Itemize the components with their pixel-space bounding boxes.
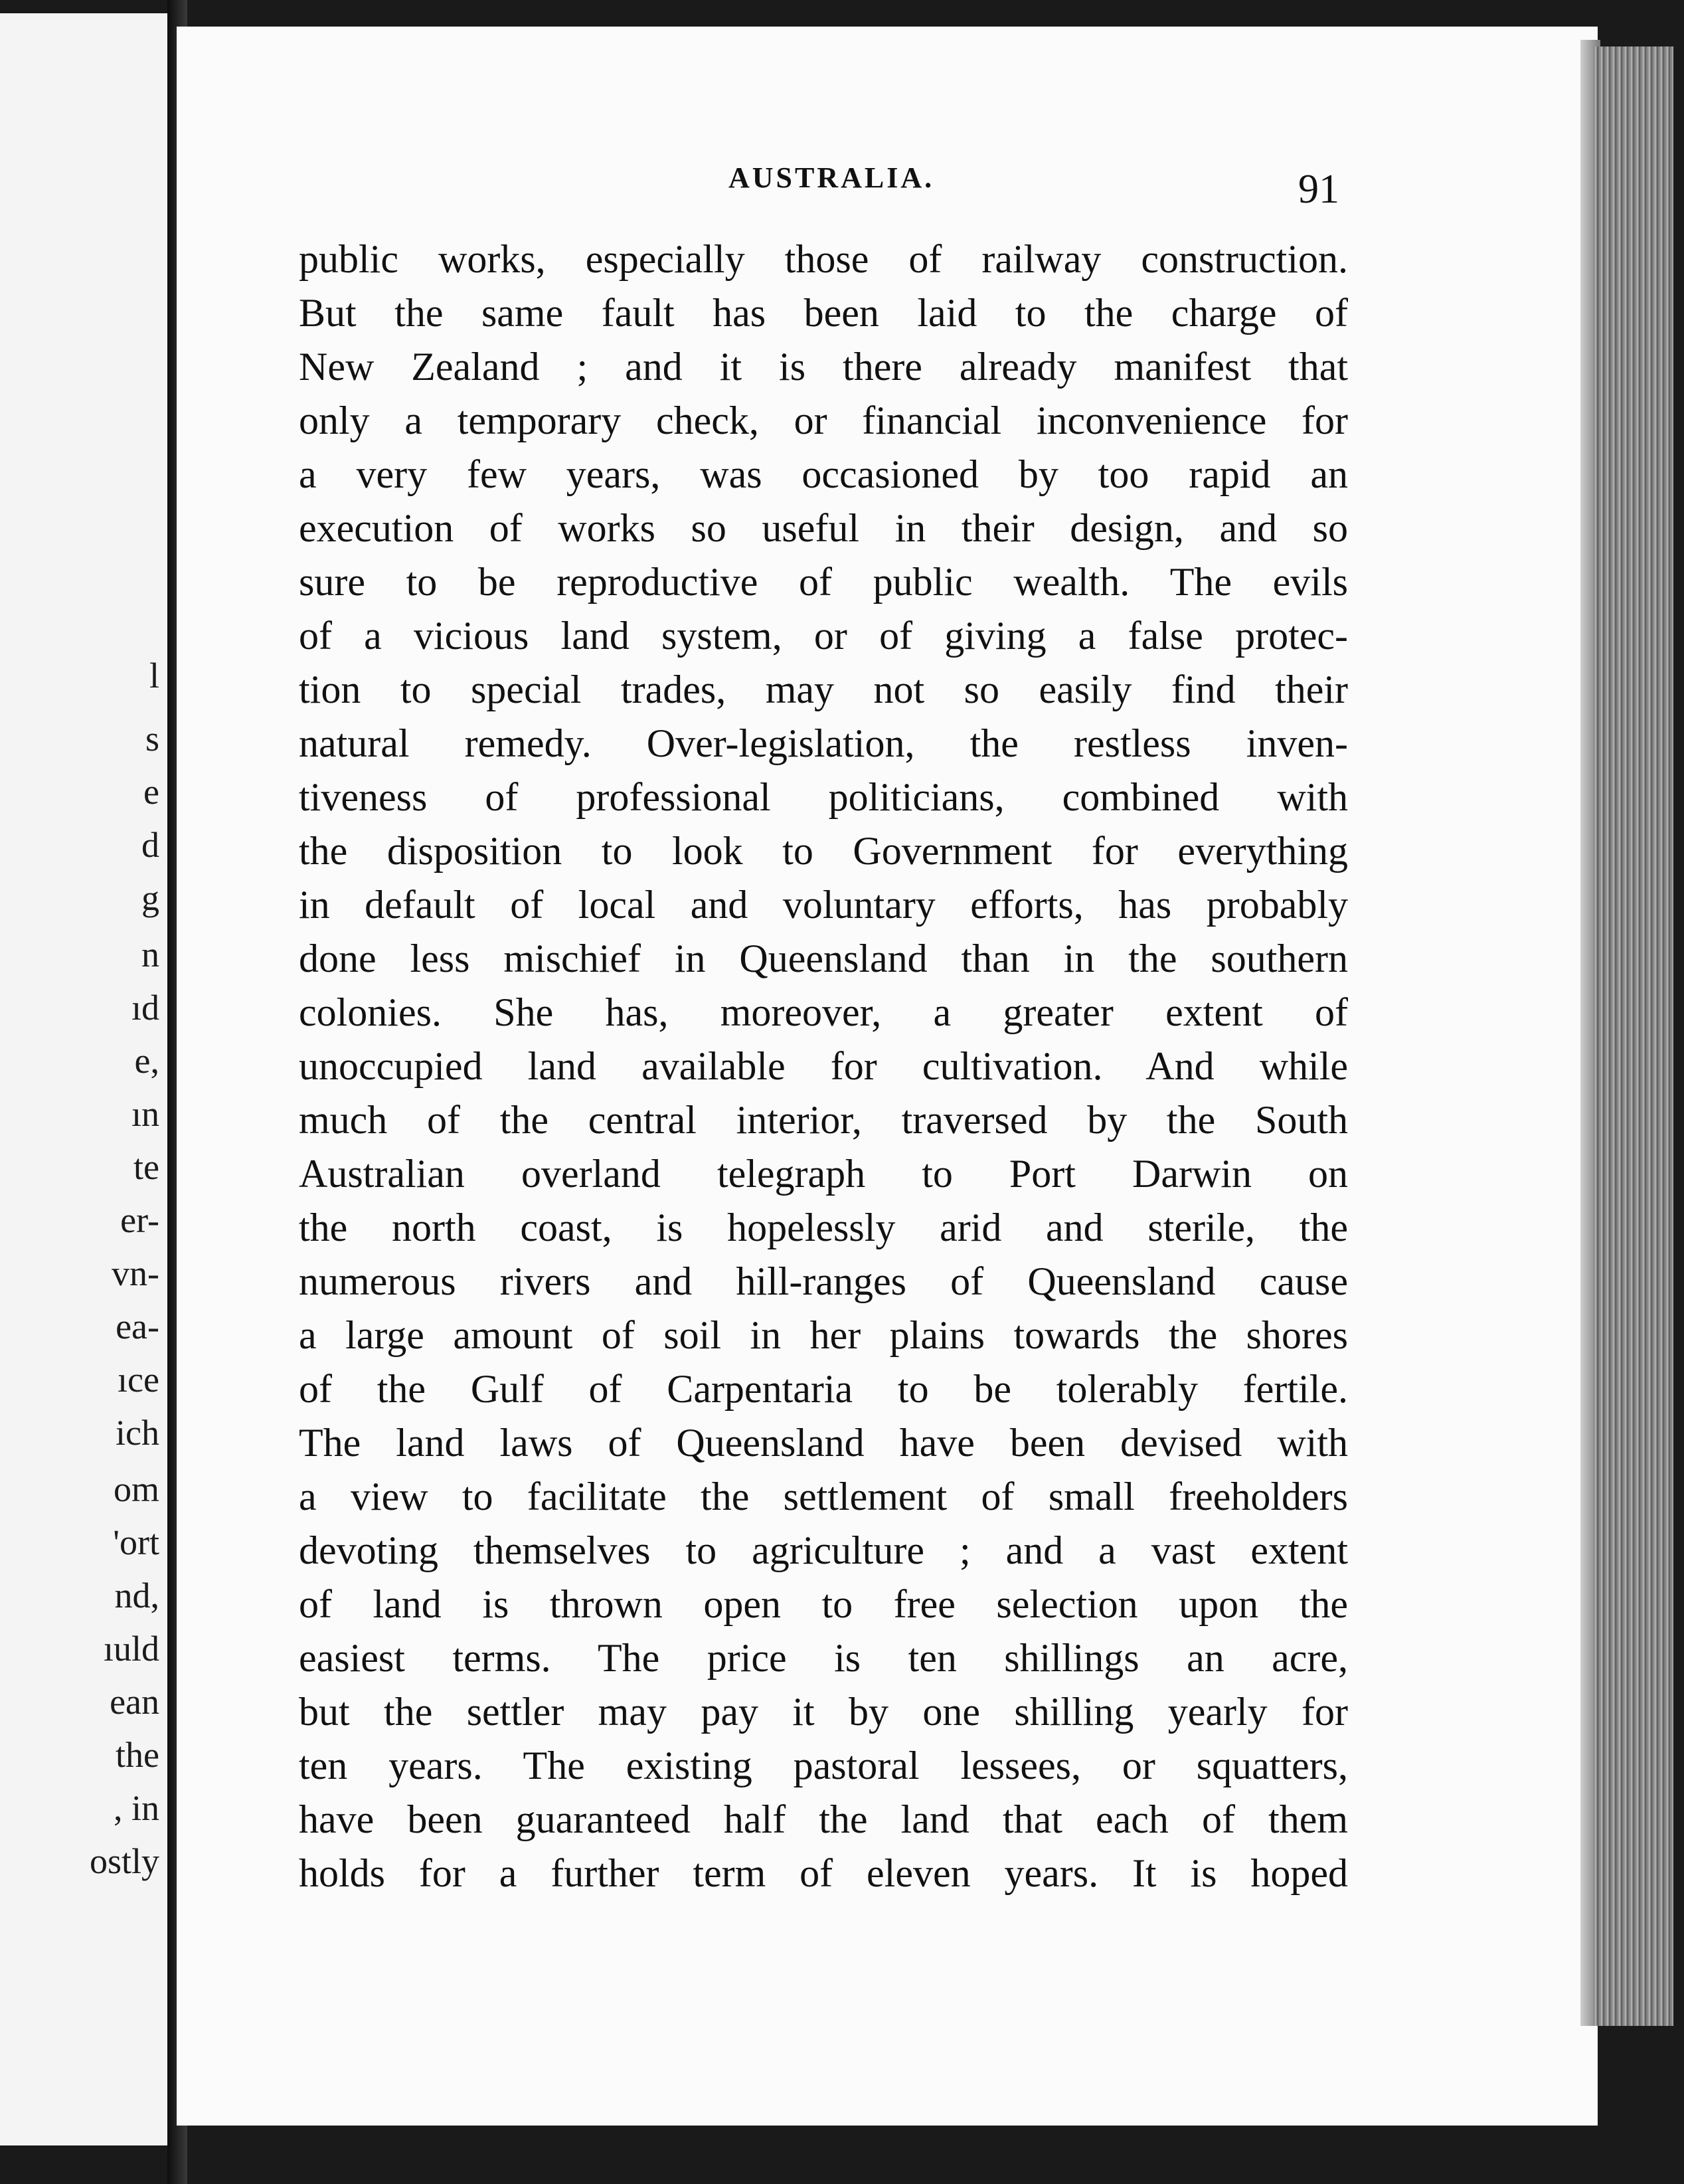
left-page-fragment: e xyxy=(143,772,159,812)
text-line: ten years. The existing pastoral lessees, or squatters, xyxy=(299,1744,1348,1787)
text-line: But the same fault has been laid to the charge of xyxy=(299,291,1348,335)
text-line: of the Gulf of Carpentaria to be tolerably fertile. xyxy=(299,1367,1348,1411)
text-line: but the settler may pay it by one shilling yearly for xyxy=(299,1690,1348,1734)
text-line: tiveness of professional politicians, combined with xyxy=(299,775,1348,819)
text-line: devoting themselves to agriculture ; and a vast extent xyxy=(299,1528,1348,1572)
left-page-fragment: ıce xyxy=(118,1360,159,1400)
left-page-fragment: ıuld xyxy=(103,1629,159,1669)
left-page-fragment: ean xyxy=(110,1682,159,1722)
left-page-fragment: g xyxy=(141,878,159,918)
left-page-fragment: om xyxy=(113,1469,159,1509)
left-page-fragment: ıd xyxy=(131,988,159,1028)
left-page-fragment: 'ort xyxy=(113,1522,159,1562)
text-line: done less mischief in Queensland than in the southern xyxy=(299,937,1348,980)
left-page-fragment: , in xyxy=(113,1788,159,1828)
text-line: sure to be reproductive of public wealth. The evils xyxy=(299,560,1348,604)
text-line: the north coast, is hopelessly arid and sterile, the xyxy=(299,1206,1348,1249)
text-line: of land is thrown open to free selection upon the xyxy=(299,1582,1348,1626)
left-page-fragment: ich xyxy=(116,1413,159,1453)
left-page-fragment: nd, xyxy=(114,1576,159,1615)
text-line: execution of works so useful in their design, and so xyxy=(299,506,1348,550)
body-text xyxy=(299,232,1348,1900)
text-line: in default of local and voluntary efforts, has probably xyxy=(299,883,1348,927)
left-page-fragment: vn- xyxy=(112,1253,159,1293)
text-line: a very few years, was occasioned by too rapid an xyxy=(299,452,1348,496)
page-stack-edges xyxy=(1594,46,1673,2026)
left-page-fragment: ın xyxy=(131,1094,159,1134)
text-line: natural remedy. Over-legislation, the restless inven- xyxy=(299,721,1348,765)
left-page-fragment: e, xyxy=(134,1041,159,1081)
text-line: much of the central interior, traversed by the South xyxy=(299,1098,1348,1142)
running-head: AUSTRALIA. xyxy=(728,161,935,194)
page-number: 91 xyxy=(1298,167,1339,212)
text-line: numerous rivers and hill-ranges of Queensland cause xyxy=(299,1259,1348,1303)
text-line: a large amount of soil in her plains towards the shores xyxy=(299,1313,1348,1357)
text-line: New Zealand ; and it is there already manifest that xyxy=(299,345,1348,389)
left-page-fragment: n xyxy=(141,935,159,974)
left-page-fragment: l xyxy=(149,656,159,695)
text-line: of a vicious land system, or of giving a false protec- xyxy=(299,614,1348,658)
left-page-fragment: s xyxy=(145,719,159,759)
text-line: a view to facilitate the settlement of small freeholders xyxy=(299,1475,1348,1518)
left-page-fragment: te xyxy=(133,1147,159,1187)
left-page-fragment: ea- xyxy=(116,1307,159,1346)
text-line: public works, especially those of railway construction. xyxy=(299,237,1348,281)
left-page-fragment: d xyxy=(141,825,159,865)
text-line: The land laws of Queensland have been devised with xyxy=(299,1421,1348,1465)
text-line: the disposition to look to Government for everything xyxy=(299,829,1348,873)
text-line: colonies. She has, moreover, a greater extent of xyxy=(299,990,1348,1034)
left-facing-page xyxy=(0,13,173,2145)
left-page-fragment: er- xyxy=(120,1200,159,1240)
left-page-fragment: ostly xyxy=(89,1841,159,1881)
text-line: unoccupied land available for cultivation. And while xyxy=(299,1044,1348,1088)
text-line: holds for a further term of eleven years. It is hoped xyxy=(299,1851,1348,1895)
text-line: tion to special trades, may not so easily find their xyxy=(299,668,1348,711)
text-line: Australian overland telegraph to Port Darwin on xyxy=(299,1152,1348,1196)
left-page-fragment: the xyxy=(116,1735,159,1775)
text-line: have been guaranteed half the land that each of them xyxy=(299,1797,1348,1841)
text-line: only a temporary check, or financial inconvenience for xyxy=(299,399,1348,442)
text-line: easiest terms. The price is ten shillings an acre, xyxy=(299,1636,1348,1680)
